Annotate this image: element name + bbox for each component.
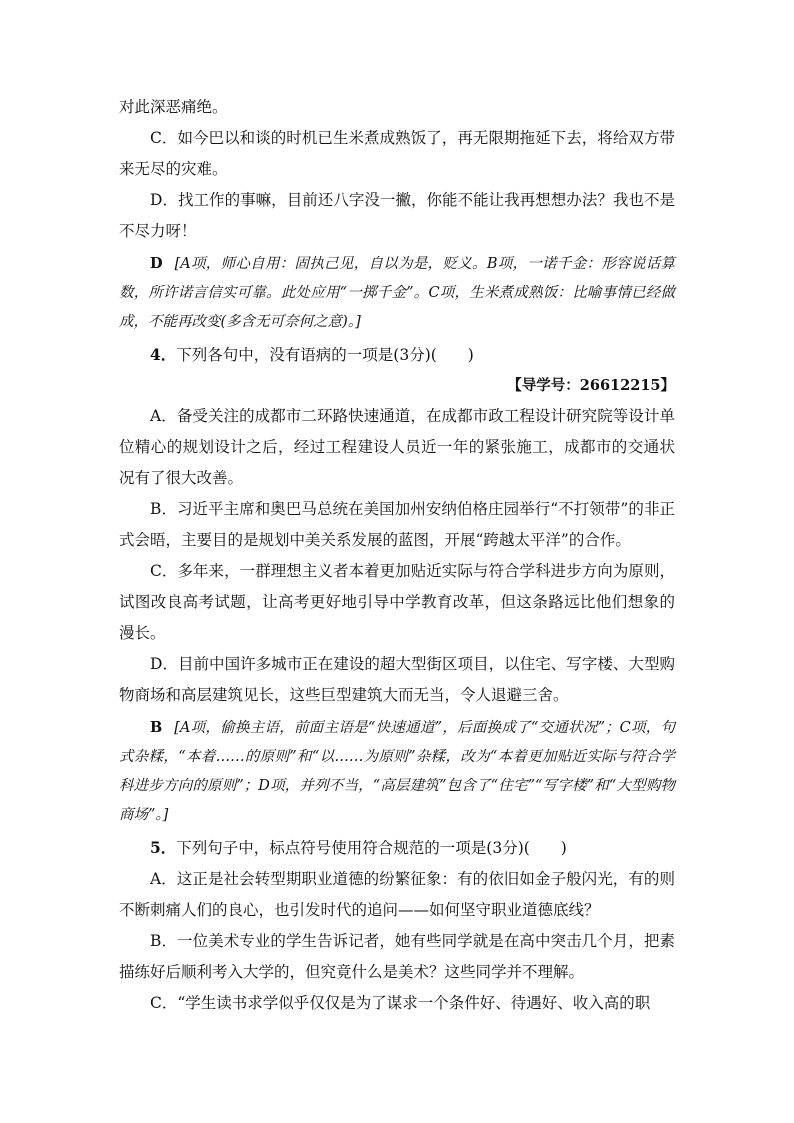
q3-option-d: D．找工作的事嘛，目前还八字没一撇，你能不能让我再想想办法？我也不是不尽力呀！ bbox=[119, 191, 675, 240]
q4-guide-number: 【导学号：26612215】 bbox=[507, 377, 675, 394]
q5-option-b: B．一位美术专业的学生告诉记者，她有些同学就是在高中突击几个月，把素描练好后顺利考入大学的，但究竟什么是美术？这些同学并不理解。 bbox=[119, 932, 675, 981]
question-5 bbox=[119, 832, 675, 864]
q3-answer-key: D bbox=[150, 255, 163, 272]
q3-answer bbox=[119, 249, 675, 337]
q4-number: 4． bbox=[150, 345, 177, 364]
q4-answer bbox=[119, 713, 675, 830]
q4-option-d: D．目前中国许多城市正在建设的超大型街区项目，以住宅、写字楼、大型购物商场和高层建筑见长，这些巨型建筑大而无当，令人退避三舍。 bbox=[119, 655, 675, 704]
q5-option-a: A．这正是社会转型期职业道德的纷繁征象：有的依旧如金子般闪光，有的则不断刺痛人们的良心，也引发时代的追问——如何坚守职业道德底线？ bbox=[119, 870, 675, 919]
q4-answer-key: B bbox=[150, 719, 163, 736]
q5-option-c: C．“学生读书求学似乎仅仅是为了谋求一个条件好、待遇好、收入高的职 bbox=[150, 994, 651, 1012]
q3-option-c: C．如今巴以和谈的时机已生米煮成熟饭了，再无限期拖延下去，将给双方带来无尽的灾难。 bbox=[119, 129, 675, 178]
q4-option-a: A．备受关注的成都市二环路快速通道，在成都市政工程设计研究院等设计单位精心的规划设计之后，经过工程建设人员近一年的紧张施工，成都市的交通状况有了很大改善。 bbox=[119, 407, 675, 487]
q5-stem: 下列句子中，标点符号使用符合规范的一项是(3分)( ) bbox=[176, 839, 567, 857]
q4-stem: 下列各句中，没有语病的一项是(3分)( ) bbox=[176, 346, 474, 364]
question-4 bbox=[119, 339, 675, 371]
q4-option-c: C．多年来，一群理想主义者本着更加贴近实际与符合学科进步方向为原则，试图改良高考试题，让高考更好地引导中学教育改革，但这条路远比他们想象的漫长。 bbox=[119, 562, 675, 642]
q3-answer-explanation: [A项，师心自用：固执己见，自以为是，贬义。B项，一诺千金：形容说话算数，所许诺言信实可靠。此处应用“一掷千金”。C项，生米煮成熟饭：比喻事情已经做成，不能再改变(多含无可奈何之意)。] bbox=[119, 256, 675, 330]
text-line-continuation: 对此深恶痛绝。 bbox=[119, 98, 228, 116]
q4-option-b: B．习近平主席和奥巴马总统在美国加州安纳伯格庄园举行“不打领带”的非正式会晤，主要目的是规划中美关系发展的蓝图，开展“跨越太平洋”的合作。 bbox=[119, 500, 675, 549]
q5-number: 5． bbox=[150, 838, 177, 857]
q4-answer-explanation: [A项，偷换主语，前面主语是“快速通道”，后面换成了“交通状况”；C项，句式杂糅，“本着……的原则”和“以……为原则”杂糅，改为“本着更加贴近实际与符合学科进步方向的原则”；D项，并列不当，“高层建筑”包含了“住宅”“写字楼”和“大型购物商场”。] bbox=[119, 720, 675, 823]
document-page bbox=[119, 92, 675, 1019]
